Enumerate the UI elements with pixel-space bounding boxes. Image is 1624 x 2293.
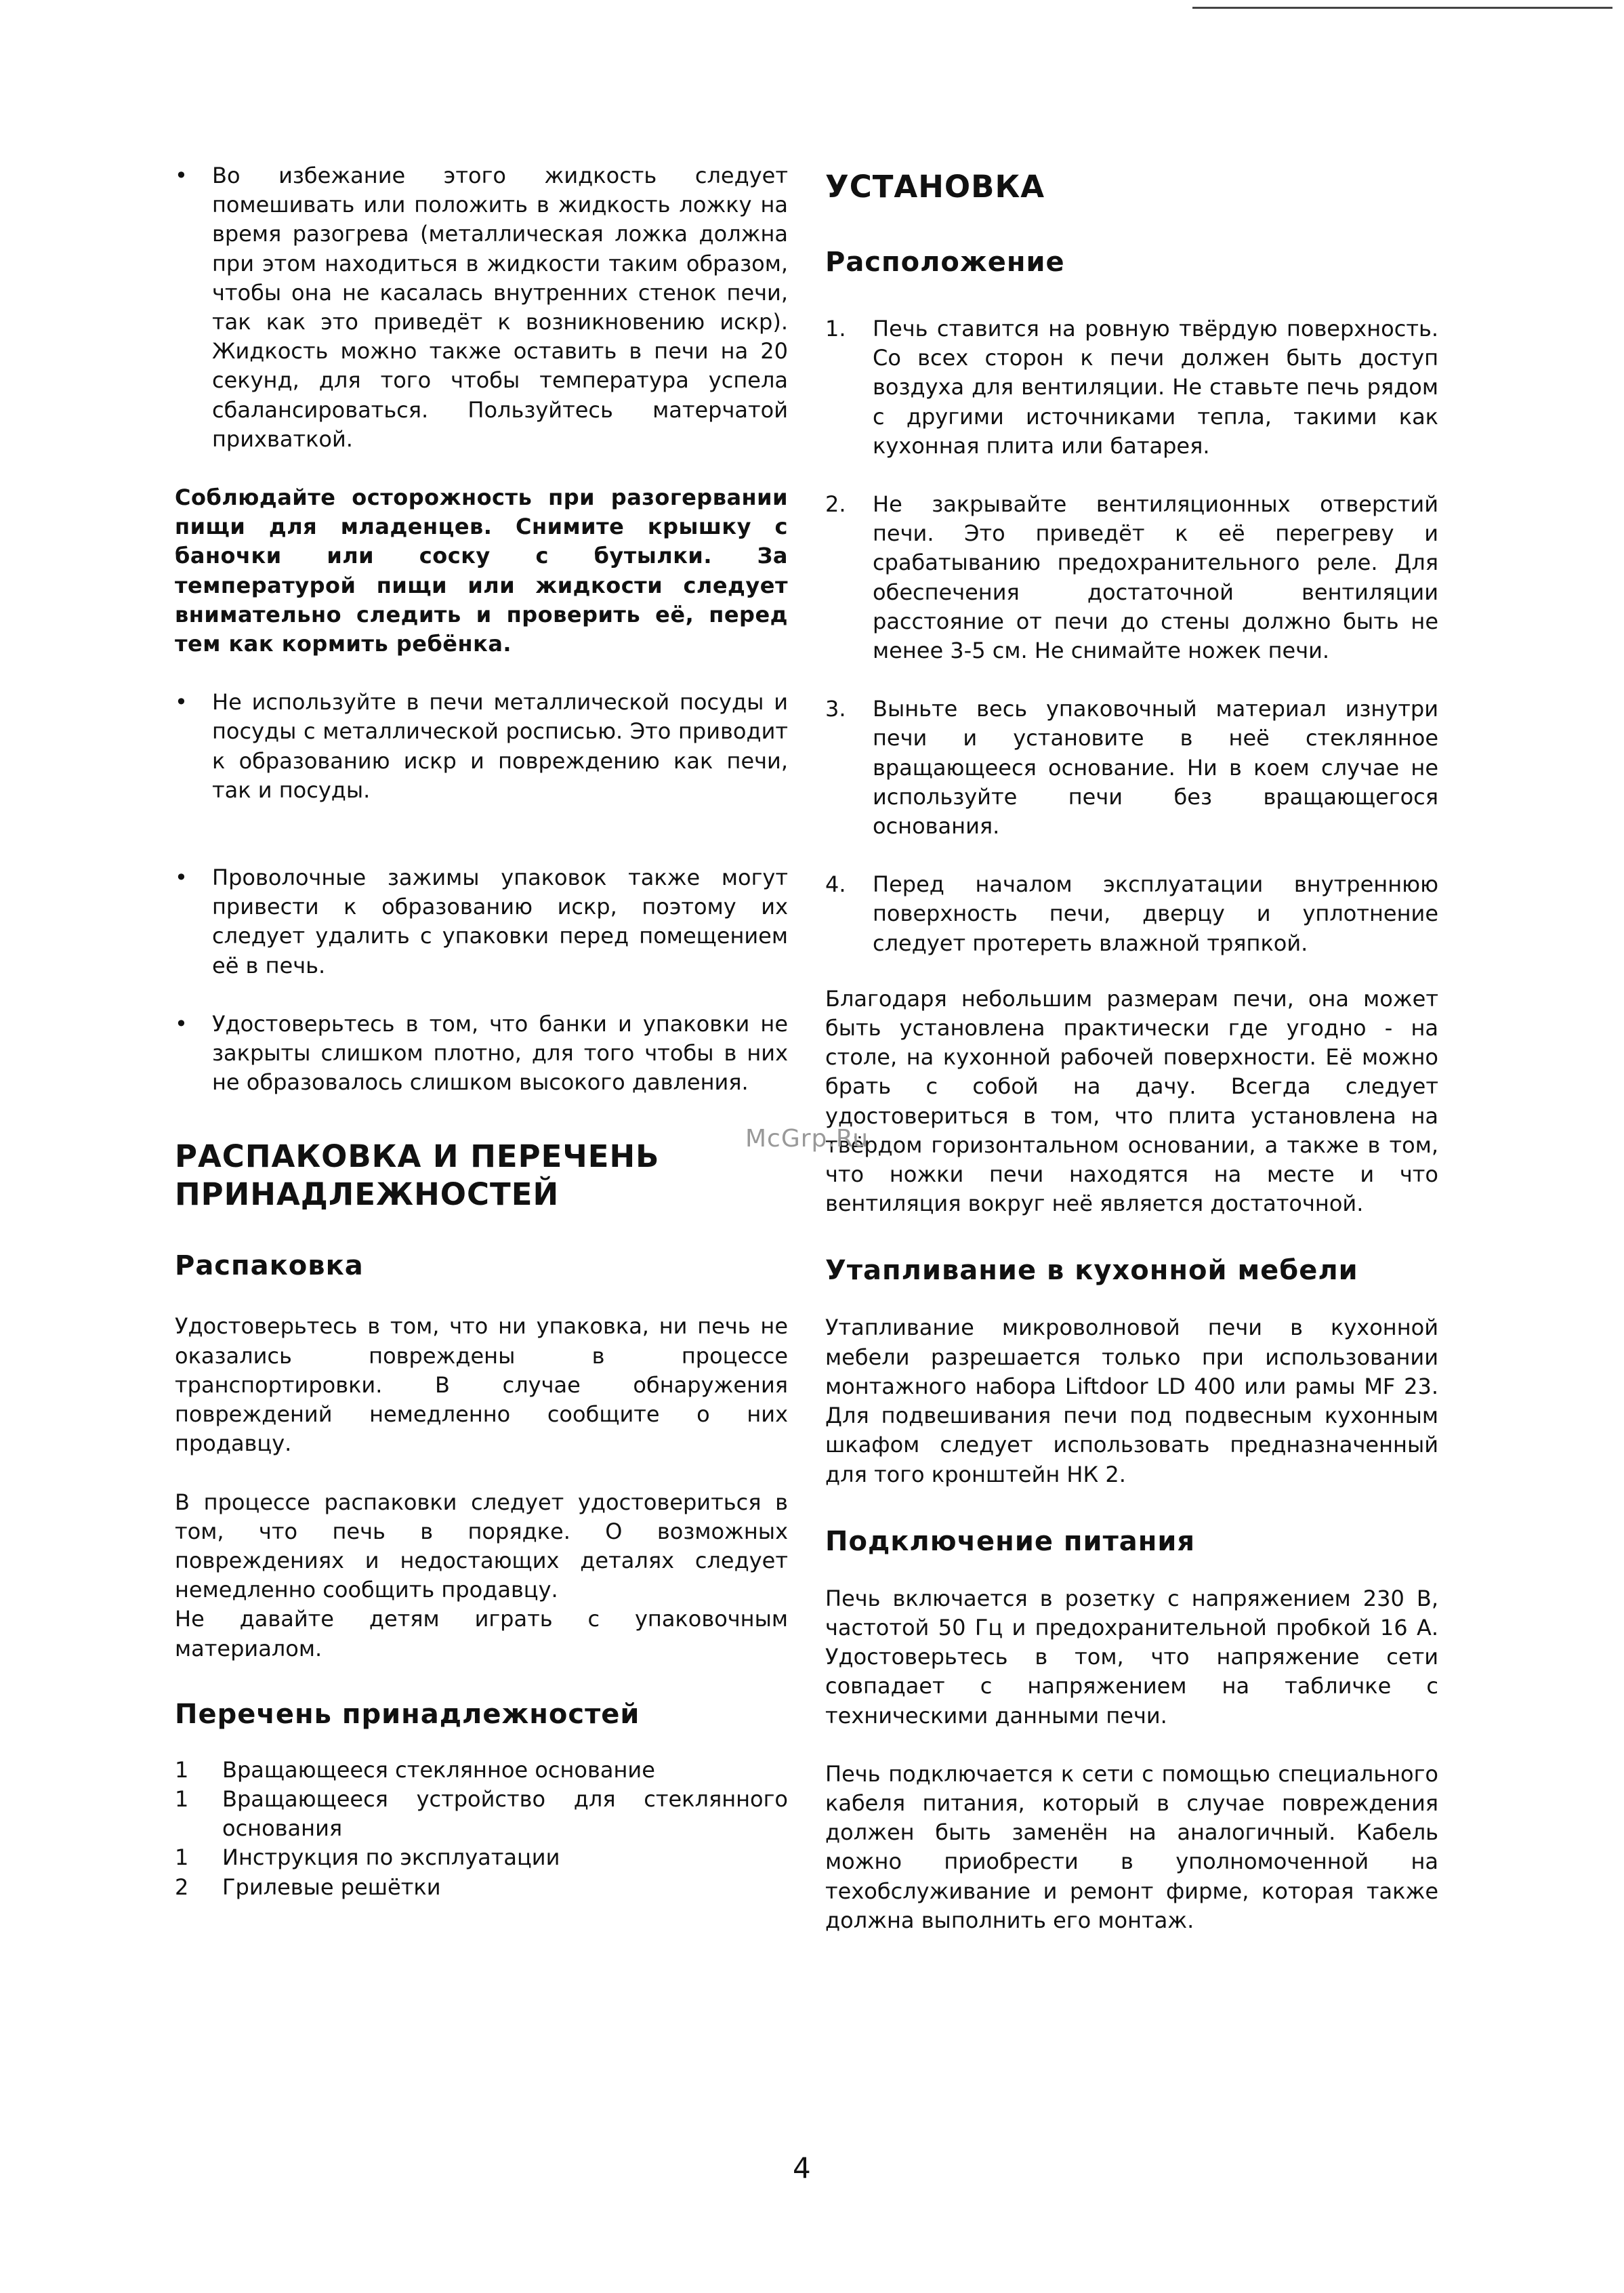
installation-step bbox=[825, 870, 1438, 958]
page-number: 4 bbox=[793, 2151, 811, 2185]
installation-step bbox=[825, 314, 1438, 461]
bullet-item: • Во избежание этого жидкость следует помешивать или положить в жидкость ложку на время разогрева (металлическая ложка должна при этом находиться в жидкости таким образом, чтобы она не касалась внутренних стенок печи, так как это приведёт к возникновению искр). Жидкость можно также оставить в печи на 20 секунд, для того чтобы температура успела сбалансироваться. Пользуйтесь матерчатой прихваткой. bbox=[175, 161, 788, 454]
step-number: 1. bbox=[825, 316, 846, 342]
step-text: Выньте весь упаковочный материал изнутри печи и установите в неё стеклянное вращающееся основание. Ни в коем случае не используйте печи без вращающегося основания. bbox=[873, 696, 1438, 840]
step-text: Печь ставится на ровную твёрдую поверхность. Со всех сторон к печи должен быть доступ воздуха для вентиляции. Не ставьте печь рядом с другими источниками тепла, такими как кухонная плита или батарея. bbox=[873, 316, 1438, 459]
accessory-item bbox=[175, 1873, 788, 1902]
unpacking-subheading: Распаковка bbox=[175, 1250, 364, 1282]
step-text: Перед началом эксплуатации внутреннюю поверхность печи, дверцу и уплотнение следует протереть влажной тряпкой. bbox=[873, 871, 1438, 956]
accessory-name: Вращающееся устройство для стеклянного основания bbox=[222, 1785, 788, 1842]
accessory-qty: 1 bbox=[175, 1844, 189, 1871]
bullet-item: • Проволочные зажимы упаковок также могут привести к образованию искр, поэтому их следует удалить с упаковки перед помещением её в печь. bbox=[175, 863, 788, 980]
accessory-name: Грилевые решётки bbox=[222, 1874, 441, 1900]
installation-heading: УСТАНОВКА bbox=[825, 169, 1045, 205]
top-rule bbox=[1192, 7, 1612, 9]
left-column bbox=[175, 161, 788, 1902]
accessories-list bbox=[175, 1756, 788, 1902]
location-subheading: Расположение bbox=[825, 247, 1065, 278]
installation-step bbox=[825, 490, 1438, 665]
baby-food-warning: Соблюдайте осторожность при разогервании пищи для младенцев. Снимите крышку с баночки или соску с бутылки. За температурой пищи или жидкости следует внимательно следить и проверить её, перед тем как кормить ребёнка. bbox=[175, 484, 788, 657]
step-text: Не закрывайте вентиляционных отверстий печи. Это приведёт к её перегреву и срабатыванию предохранительного реле. Для обеспечения достаточной вентиляции расстояние от печи до стены должно быть не менее 3-5 см. Не снимайте ножек печи. bbox=[873, 491, 1438, 664]
watermark: McGrp.Ru bbox=[745, 1125, 869, 1153]
accessory-qty: 1 bbox=[175, 1756, 189, 1783]
power-subheading: Подключение питания bbox=[825, 1525, 1196, 1557]
step-number: 4. bbox=[825, 871, 846, 898]
accessory-name: Вращающееся стеклянное основание bbox=[222, 1756, 655, 1783]
accessory-item bbox=[175, 1843, 788, 1872]
power-paragraph-1: Печь включается в розетку с напряжением 230 В, частотой 50 Гц и предохранительной пробкой 16 А. Удостоверьтесь в том, что напряжение сети совпадает с напряжением на табличке с техническими данными печи. bbox=[825, 1585, 1438, 1729]
bullet-list-2 bbox=[175, 688, 788, 1097]
builtin-subheading: Утапливание в кухонной мебели bbox=[825, 1255, 1358, 1287]
location-paragraph: Благодаря небольшим размерам печи, она может быть установлена практически где угодно - на столе, на кухонной рабочей поверхности. Её можно брать с собой на дачу. Всегда следует удостовериться в том, что плита установлена на твёрдом горизонтальном основании, а также в том, что ножки печи находятся на месте и что вентиляция вокруг неё является достаточной. bbox=[825, 985, 1438, 1217]
accessory-name: Инструкция по эксплуатации bbox=[222, 1844, 560, 1871]
accessory-item bbox=[175, 1785, 788, 1843]
step-number: 2. bbox=[825, 491, 846, 518]
installation-step bbox=[825, 695, 1438, 841]
unpacking-heading: РАСПАКОВКА И ПЕРЕЧЕНЬ ПРИНАДЛЕЖНОСТЕЙ bbox=[175, 1138, 660, 1213]
accessory-item bbox=[175, 1756, 788, 1785]
unpacking-paragraph-3: Не давайте детям играть с упаковочным материалом. bbox=[175, 1606, 788, 1661]
accessory-qty: 2 bbox=[175, 1874, 189, 1900]
right-column bbox=[825, 161, 1438, 1935]
unpacking-paragraph-1: Удостоверьтесь в том, что ни упаковка, ни печь не оказались повреждены в процессе транспортировки. В случае обнаружения повреждений немедленно сообщите о них продавцу. bbox=[175, 1313, 788, 1457]
builtin-paragraph: Утапливание микроволновой печи в кухонной мебели разрешается только при использовании монтажного набора Liftdoor LD 400 или рамы MF 23. Для подвешивания печи под подвесным кухонным шкафом следует использовать предназначенный для того кронштейн НК 2. bbox=[825, 1315, 1438, 1487]
bullet-item: • Удостоверьтесь в том, что банки и упаковки не закрыты слишком плотно, для того чтобы в них не образовалось слишком высокого давления. bbox=[175, 1010, 788, 1098]
bullet-item: • Не используйте в печи металлической посуды и посуды с металлической росписью. Это приводит к образованию искр и повреждению как печи, так и посуды. bbox=[175, 688, 788, 805]
bullet-list-1 bbox=[175, 161, 788, 454]
installation-steps bbox=[825, 314, 1438, 958]
unpacking-paragraph-2: В процессе распаковки следует удостовериться в том, что печь в порядке. О возможных повреждениях и недостающих деталях следует немедленно сообщить продавцу. bbox=[175, 1489, 788, 1603]
power-paragraph-2: Печь подключается к сети с помощью специального кабеля питания, который в случае повреждения должен быть заменён на аналогичный. Кабель можно приобрести в уполномоченной на техобслуживание и ремонт фирме, которая также должна выполнить его монтаж. bbox=[825, 1760, 1438, 1933]
accessories-subheading: Перечень принадлежностей bbox=[175, 1698, 640, 1730]
step-number: 3. bbox=[825, 696, 846, 722]
accessory-qty: 1 bbox=[175, 1785, 189, 1812]
